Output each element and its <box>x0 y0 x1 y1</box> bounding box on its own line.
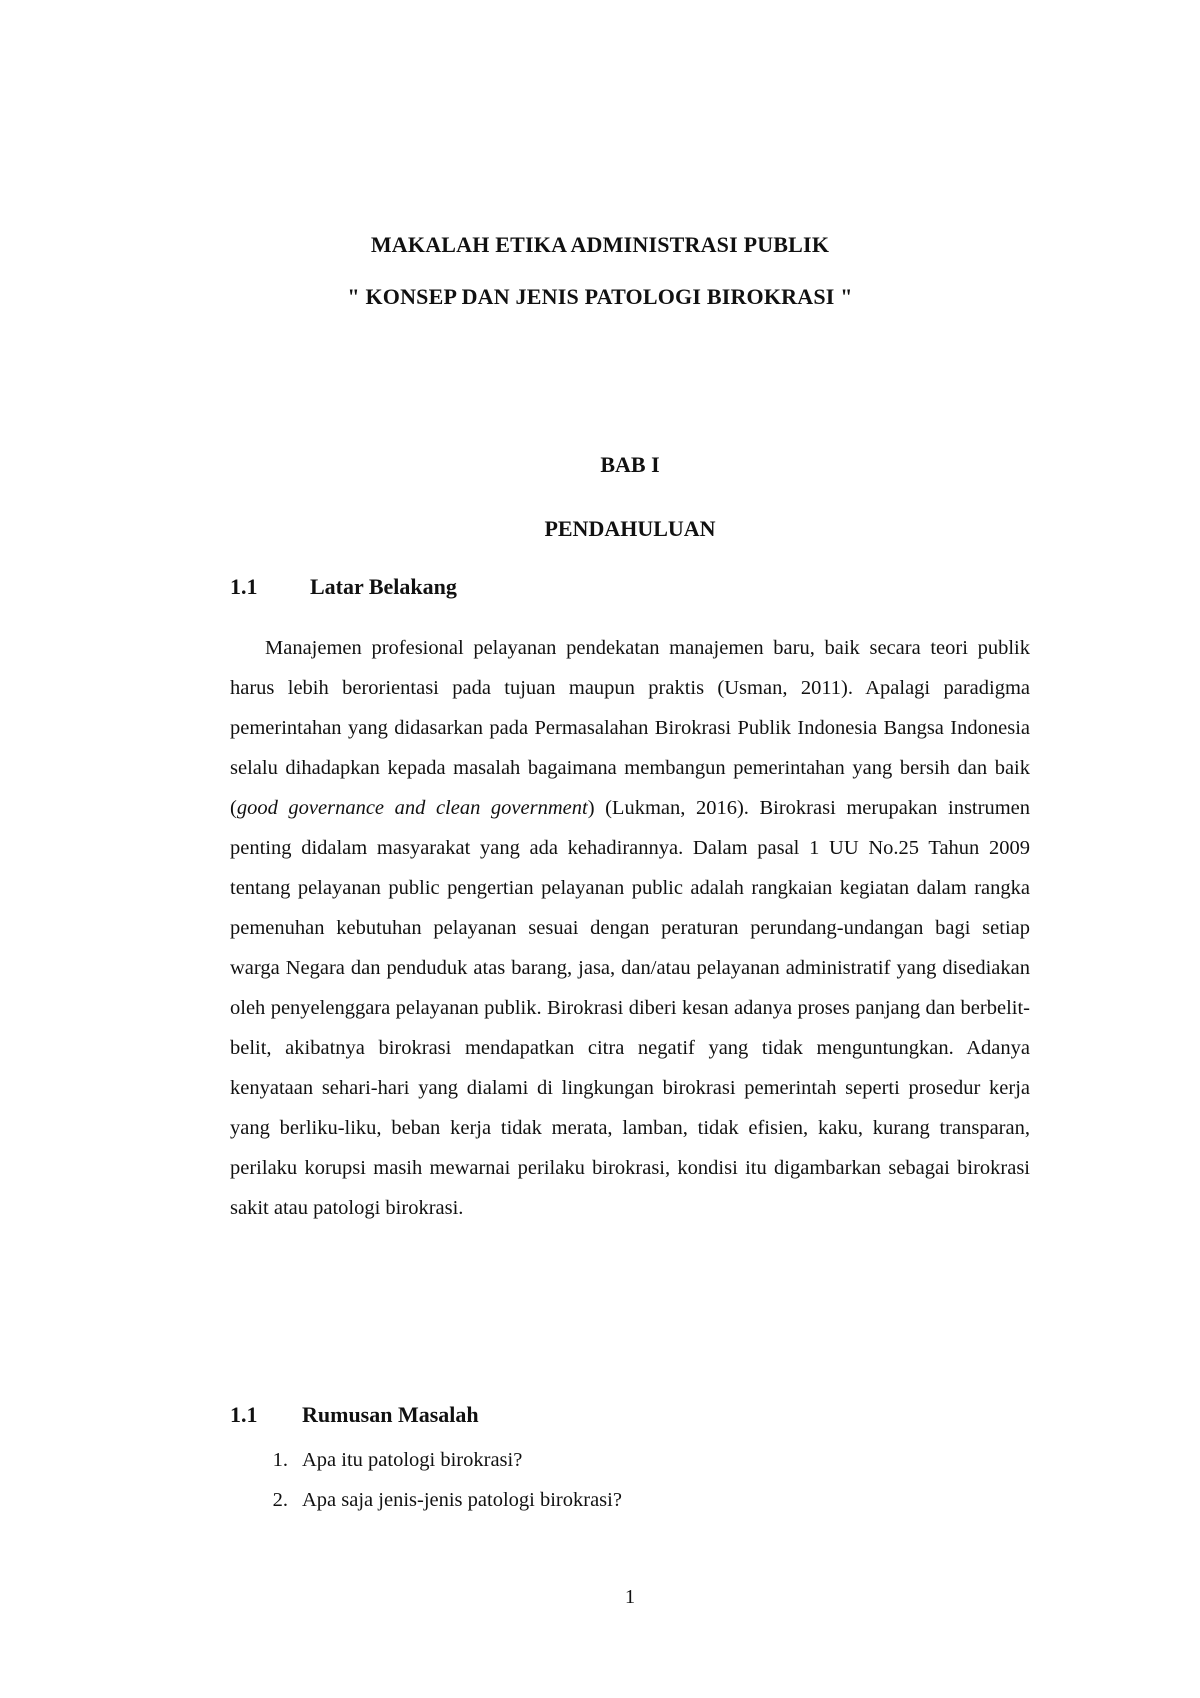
section-number: 1.1 <box>230 574 258 599</box>
paragraph-part1: Manajemen profesional pelayanan pendekatan manajemen baru, baik secara teori publik harus lebih berorientasi pada tujuan maupun praktis (Usman, 2011). Apalagi paradigma pemerintahan yang didasarkan pada Permasalahan Birokrasi Publik Indonesia Bangsa Indonesia selalu dihadapkan kepada masalah bagaimana membangun pemerintahan yang bersih dan baik ( <box>230 637 1030 819</box>
section-heading-background <box>230 574 457 600</box>
chapter-label: BAB I <box>600 452 660 477</box>
section-heading-problem <box>230 1402 479 1428</box>
chapter-title: PENDAHULUAN <box>544 516 716 541</box>
list-item-text: Apa saja jenis-jenis patologi birokrasi? <box>302 1489 622 1511</box>
question-list <box>230 1440 622 1520</box>
section-title: Latar Belakang <box>310 574 457 599</box>
list-item-text: Apa itu patologi birokrasi? <box>302 1449 523 1471</box>
list-item <box>230 1440 622 1480</box>
paragraph-part2: ) (Lukman, 2016). Birokrasi merupakan instrumen penting didalam masyarakat yang ada kehadirannya. Dalam pasal 1 UU No.25 Tahun 2009 tentang pelayanan public pengertian pelayanan public adalah rangkaian kegiatan dalam rangka pemenuhan kebutuhan pelayanan sesuai dengan peraturan perundang-undangan bagi setiap warga Negara dan penduduk atas barang, jasa, dan/atau pelayanan administratif yang disediakan oleh penyelenggara pelayanan publik. Birokrasi diberi kesan adanya proses panjang dan berbelit-belit, akibatnya birokrasi mendapatkan citra negatif yang tidak menguntungkan. Adanya kenyataan sehari-hari yang dialami di lingkungan birokrasi pemerintah seperti prosedur kerja yang berliku-liku, beban kerja tidak merata, lamban, tidak efisien, kaku, kurang transparan, perilaku korupsi masih mewarnai perilaku birokrasi, kondisi itu digambarkan sebagai birokrasi sakit atau patologi birokrasi. <box>230 797 1031 1219</box>
paragraph-italic: good governance and clean government <box>236 797 588 819</box>
body-paragraph <box>230 628 1030 1228</box>
list-item-number: 1. <box>272 1449 288 1471</box>
document-title-line1: MAKALAH ETIKA ADMINISTRASI PUBLIK <box>370 232 830 257</box>
page-number: 1 <box>624 1586 636 1608</box>
list-item-number: 2. <box>272 1489 288 1511</box>
section-title: Rumusan Masalah <box>302 1402 479 1427</box>
section-number: 1.1 <box>230 1402 258 1427</box>
document-title-line2: " KONSEP DAN JENIS PATOLOGI BIROKRASI " <box>347 284 853 309</box>
list-item <box>230 1480 622 1520</box>
